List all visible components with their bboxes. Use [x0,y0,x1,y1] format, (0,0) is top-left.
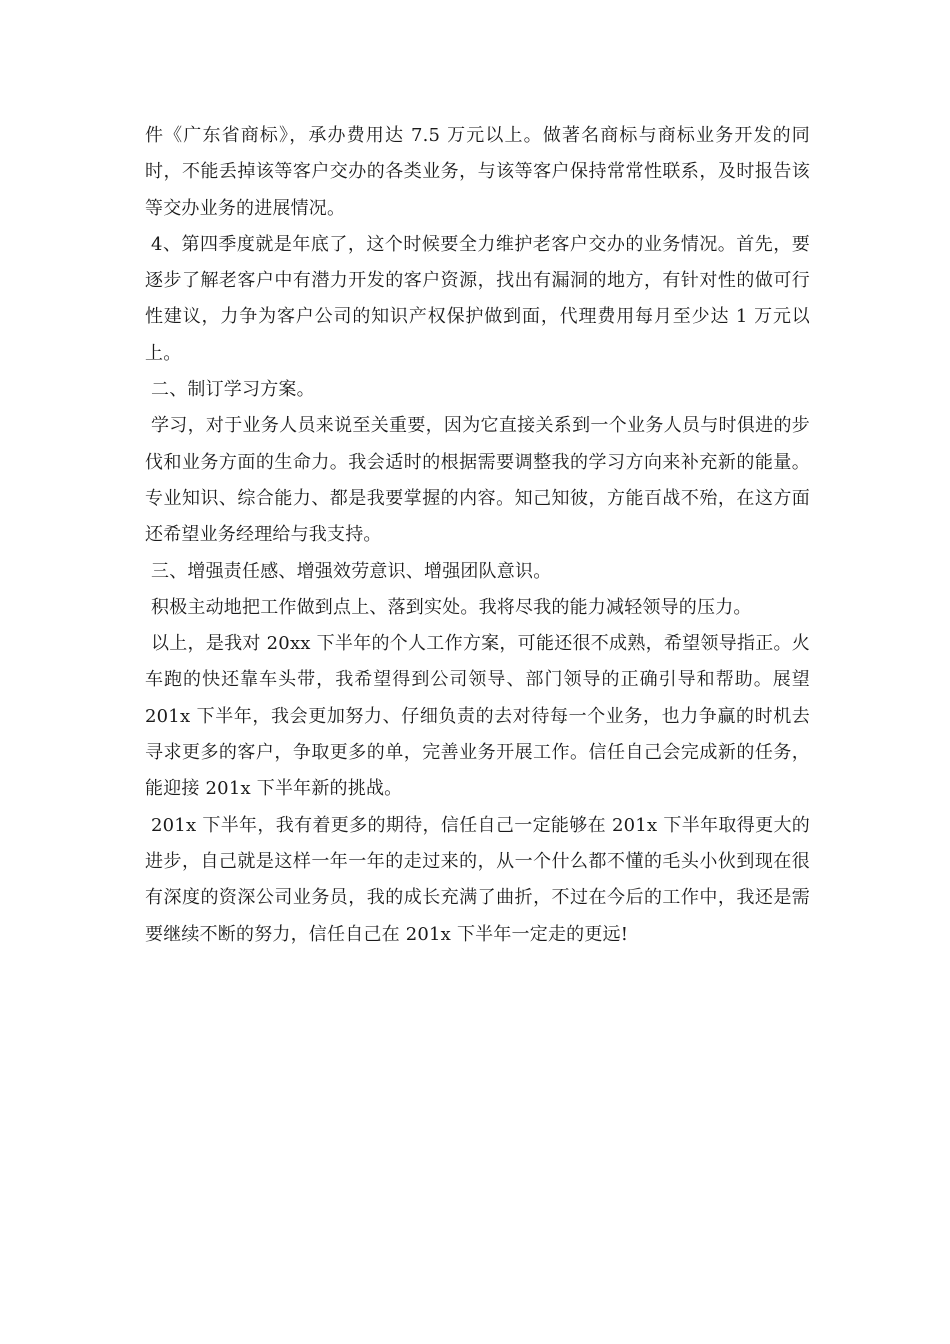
paragraph-summary: 以上，是我对 20xx 下半年的个人工作方案，可能还很不成熟，希望领导指正。火车跑的快还靠车头带，我希望得到公司领导、部门领导的正确引导和帮助。展望 201x 下半年，我会更加努力、仔细负责的去对待每一个业务，也力争赢的时机去寻求更多的客户，争取更多的单，完善业务开展工作。信任自己会完成新的任务，能迎接 201x 下半年新的挑战。 [145,633,810,800]
paragraph-trademark-continuation: 件《广东省商标》，承办费用达 7.5 万元以上。做著名商标与商标业务开发的同时，不能丢掉该等客户交办的各类业务，与该等客户保持常常性联系，及时报告该等交办业务的进展情况。 [145,125,810,219]
paragraph-study: 学习，对于业务人员来说至关重要，因为它直接关系到一个业务人员与时俱进的步伐和业务方面的生命力。我会适时的根据需要调整我的学习方向来补充新的能量。专业知识、综合能力、都是我要掌握的内容。知己知彼，方能百战不殆，在这方面还希望业务经理给与我支持。 [145,415,810,546]
paragraph-initiative: 积极主动地把工作做到点上、落到实处。我将尽我的能力减轻领导的压力。 [151,596,752,618]
document-body [145,118,810,953]
paragraph-fourth-quarter: 4、第四季度就是年底了，这个时候要全力维护老客户交办的业务情况。首先，要逐步了解老客户中有潜力开发的客户资源，找出有漏洞的地方，有针对性的做可行性建议，力争为客户公司的知识产权保护做到面，代理费用每月至少达 1 万元以上。 [145,233,810,364]
paragraph-outlook: 201x 下半年，我有着更多的期待，信任自己一定能够在 201x 下半年取得更大的进步，自己就是这样一年一年的走过来的，从一个什么都不懂的毛头小伙到现在很有深度的资深公司业务员，我的成长充满了曲折，不过在今后的工作中，我还是需要继续不断的努力，信任自己在 201x 下半年一定走的更远! [145,814,810,945]
heading-study-plan: 二、制订学习方案。 [151,379,315,401]
heading-responsibility: 三、增强责任感、增强效劳意识、增强团队意识。 [151,560,552,582]
